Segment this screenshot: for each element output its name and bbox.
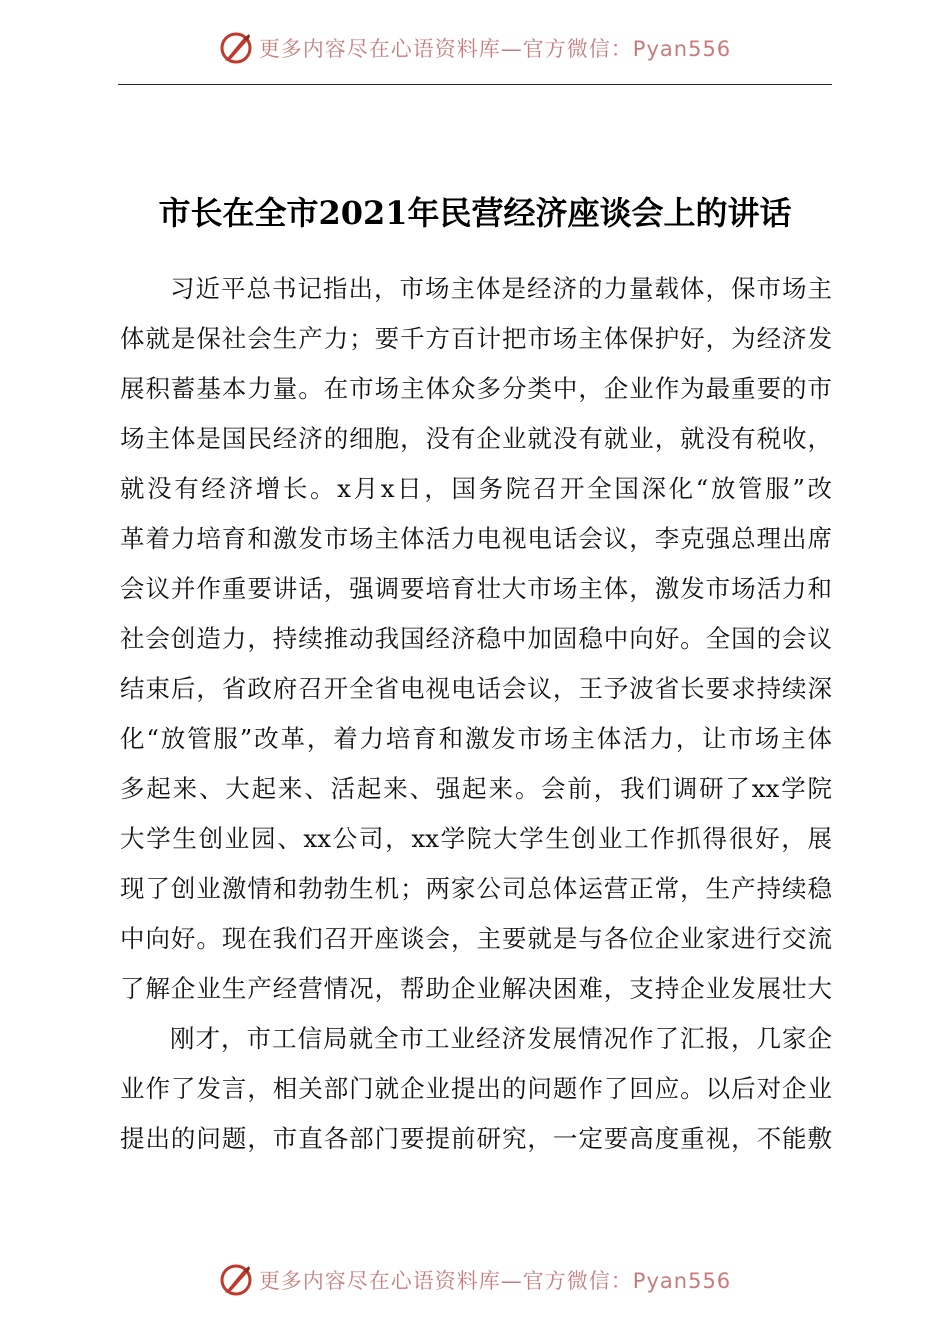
text-line: 会议并作重要讲话，强调要培育壮大市场主体，激发市场活力和 (120, 574, 832, 603)
text-line: 结束后，省政府召开全省电视电话会议，王予波省长要求持续深 (120, 674, 832, 703)
text-line: 大学生创业园、xx公司，xx学院大学生创业工作抓得很好，展 (120, 824, 832, 853)
text-line: 多起来、大起来、活起来、强起来。会前，我们调研了xx学院 (120, 774, 832, 803)
text-line: 体就是保社会生产力；要千方百计把市场主体保护好，为经济发 (120, 324, 832, 353)
text-line: 中向好。现在我们召开座谈会，主要就是与各位企业家进行交流 (120, 924, 832, 953)
text-line: 革着力培育和激发市场主体活力电视电话会议，李克强总理出席 (120, 524, 832, 553)
quill-pen-logo-icon (219, 31, 253, 65)
text-line: 场主体是国民经济的细胞，没有企业就没有就业，就没有税收， (120, 424, 832, 453)
text-line: 业作了发言，相关部门就企业提出的问题作了回应。以后对企业 (120, 1074, 832, 1103)
header-watermark-text: 更多内容尽在心语资料库—官方微信：Pyan556 (258, 37, 732, 61)
text-line: 了解企业生产经营情况，帮助企业解决困难，支持企业发展壮大 (120, 974, 832, 1003)
text-line: 就没有经济增长。x月x日，国务院召开全国深化“放管服”改 (120, 474, 832, 503)
text-line: 习近平总书记指出，市场主体是经济的力量载体，保市场主 (170, 274, 832, 303)
footer-watermark-text: 更多内容尽在心语资料库—官方微信：Pyan556 (258, 1269, 732, 1293)
page-title: 市长在全市2021年民营经济座谈会上的讲话 (158, 194, 792, 232)
text-line: 化“放管服”改革，着力培育和激发市场主体活力，让市场主体 (120, 724, 832, 753)
document-body (120, 264, 832, 1164)
text-line: 展积蓄基本力量。在市场主体众多分类中，企业作为最重要的市 (120, 374, 832, 403)
text-line: 现了创业激情和勃勃生机；两家公司总体运营正常，生产持续稳 (120, 874, 832, 903)
header-watermark (0, 26, 950, 70)
text-line: 提出的问题，市直各部门要提前研究，一定要高度重视，不能敷 (120, 1124, 832, 1153)
footer-watermark (0, 1258, 950, 1302)
header-divider (118, 84, 832, 85)
text-line: 刚才，市工信局就全市工业经济发展情况作了汇报，几家企 (170, 1024, 832, 1053)
text-line: 社会创造力，持续推动我国经济稳中加固稳中向好。全国的会议 (120, 624, 832, 653)
quill-pen-logo-icon (219, 1263, 253, 1297)
